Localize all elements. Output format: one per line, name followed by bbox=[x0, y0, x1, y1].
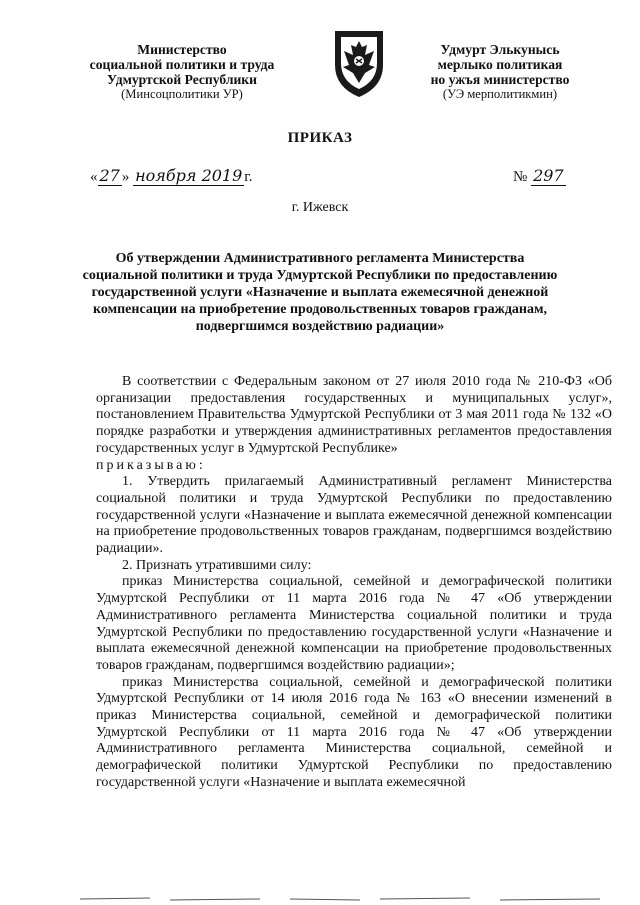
ministry-line-1: Министерство bbox=[137, 42, 227, 57]
ministry-abbreviation: (Минсоцполитики УР) bbox=[121, 87, 243, 101]
ministry-line-3: Удмуртской Республики bbox=[107, 72, 257, 87]
ministry-udm-abbreviation: (УЭ мерполитикмин) bbox=[442, 87, 558, 101]
ministry-line-2: социальной политики и труда bbox=[89, 57, 275, 72]
date-suffix: г. bbox=[244, 169, 253, 185]
date-day: 27 bbox=[99, 166, 120, 185]
date-quote-open: « bbox=[90, 169, 98, 185]
item-2a: приказ Министерства социальной, семейной и демографической политики Удмуртской Республики от 11 марта 2016 года № 47 «Об утверждении Административного регламента Министерства социальной политики и труда Удмуртской Республики по предоставлению государственной услуги «Назначение и выплата ежемесячной денежной компенсации на приобретение продовольственных товаров гражданам, подвергшимся воздействию радиации»; bbox=[96, 574, 612, 673]
intro-text: В соответствии с Федеральным законом от 27 июля 2010 года № 210-ФЗ «Об организации предоставления государственных и муниципальных услуг», постановлением Правительства Удмуртской Республики от 3 мая 2011 года № 132 «О порядке разработки и утверждения административных регламентов предоставления государственных услуг в Удмуртской Республике» bbox=[96, 374, 612, 456]
order-body bbox=[96, 374, 612, 792]
udmurtia-coat-of-arms-icon bbox=[329, 25, 389, 101]
date-month-year: ноября 2019 bbox=[135, 166, 243, 185]
order-number bbox=[513, 166, 566, 186]
intro-paragraph bbox=[96, 374, 612, 458]
scan-artifact-lines bbox=[0, 895, 640, 905]
order-date bbox=[90, 166, 253, 186]
item-2: 2. Признать утратившими силу: bbox=[122, 557, 312, 573]
order-subject: Об утверждении Административного регламента Министерства социальной политики и труда Удмуртской Республики по предоставлению государственной услуги «Назначение и выплата ежемесячной денежной компенсации на приобретение продовольственных товаров гражданам, подвергшимся воздействию радиации» bbox=[82, 251, 558, 334]
ministry-name-russian bbox=[72, 42, 292, 102]
ministry-udm-line-1: Удмурт Элькунысь bbox=[440, 42, 560, 57]
number-prefix: № bbox=[513, 169, 528, 185]
command-word: приказываю: bbox=[96, 457, 206, 473]
order-city: г. Ижевск bbox=[291, 200, 349, 215]
item-2b: приказ Министерства социальной, семейной и демографической политики Удмуртской Республики от 14 июля 2016 года № 163 «О внесении изменений в приказ Министерства социальной, семейной и демографической политики Удмуртской Республики от 11 марта 2016 года № 47 «Об утверждении Административного регламента Министерства социальной, семейной и демографической политики Удмуртской Республики по предоставлению государственной услуги «Назначение и выплата ежемесячной bbox=[96, 674, 612, 790]
ministry-name-udmurt bbox=[410, 42, 590, 102]
date-quote-close: » bbox=[121, 169, 130, 185]
order-title: ПРИКАЗ bbox=[287, 130, 353, 146]
ministry-udm-line-2: мерлыко политикая bbox=[437, 57, 563, 72]
ministry-udm-line-3: но ужъя министерство bbox=[430, 72, 570, 87]
number-value: 297 bbox=[533, 166, 564, 185]
item-1: 1. Утвердить прилагаемый Административный регламент Министерства социальной политики и труда Удмуртской Республики по предоставлению государственной услуги «Назначение и выплата ежемесячной денежной компенсации на приобретение продовольственных товаров гражданам, подвергшимся воздействию радиации». bbox=[96, 474, 612, 557]
